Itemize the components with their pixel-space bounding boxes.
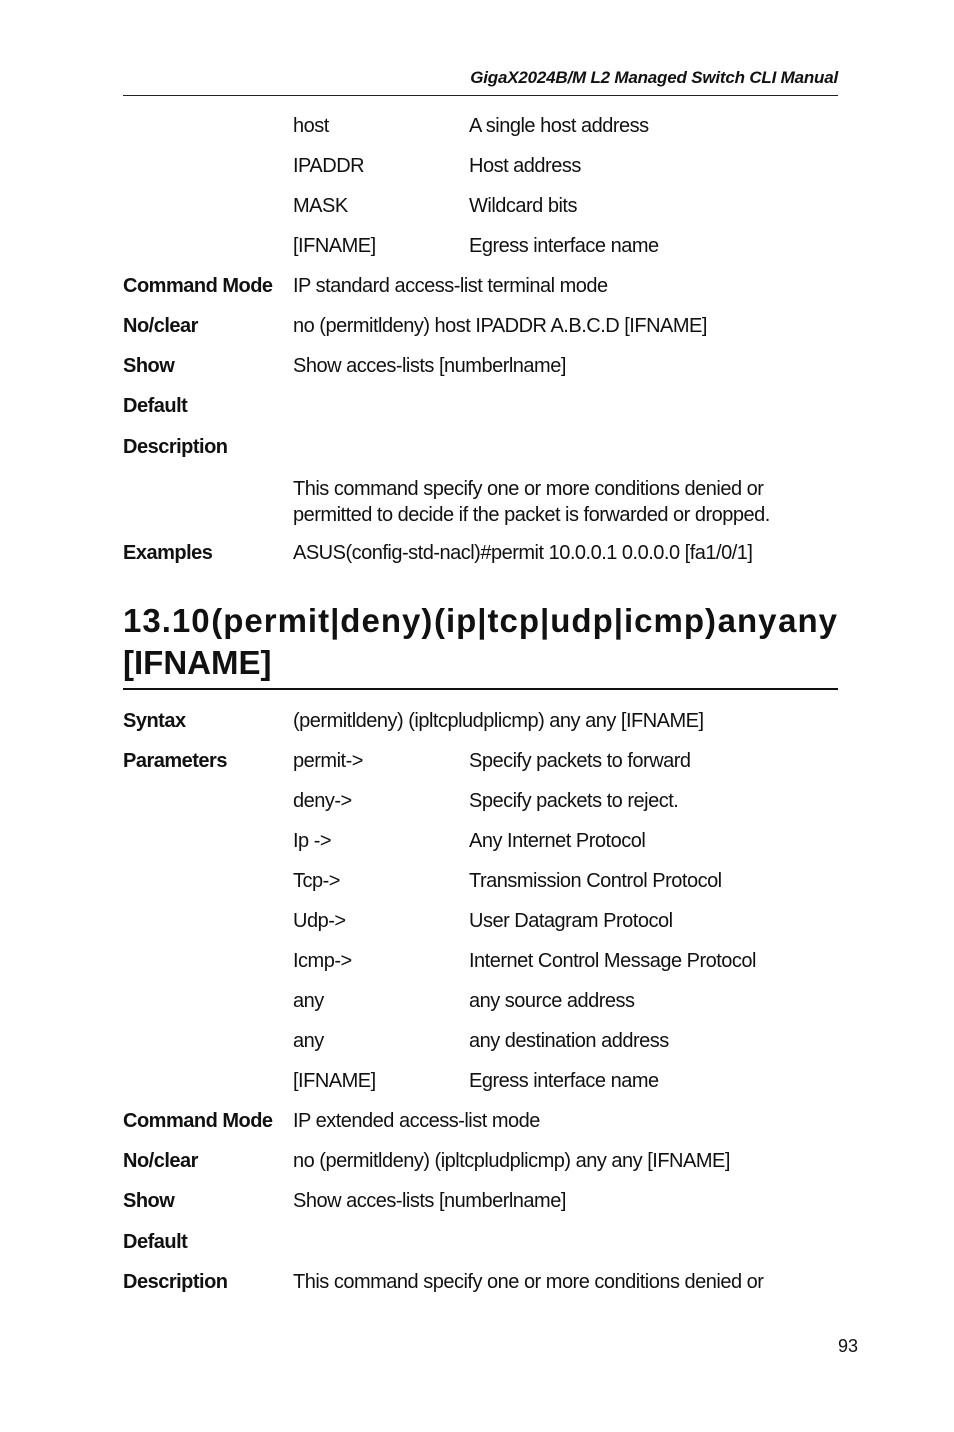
syntax-label: Syntax <box>123 710 186 732</box>
param-row <box>0 1030 954 1070</box>
param-row <box>0 790 954 830</box>
param-row <box>0 910 954 950</box>
param-row <box>0 830 954 870</box>
param-name: Ip -> <box>293 830 332 852</box>
param-desc: A single host address <box>469 115 649 137</box>
default-label: Default <box>123 395 188 417</box>
param-row <box>0 195 954 235</box>
param-desc: User Datagram Protocol <box>469 910 673 932</box>
command-mode-row <box>0 1110 954 1150</box>
show-label: Show <box>123 1190 175 1212</box>
heading-token: any <box>717 602 778 639</box>
description-line: This command specify one or more conditions denied or <box>293 478 764 500</box>
section-heading-line1 <box>123 600 838 642</box>
description-row <box>0 1271 954 1311</box>
param-name: deny-> <box>293 790 352 812</box>
examples-row <box>0 542 954 582</box>
command-mode-label: Command Mode <box>123 275 273 297</box>
heading-token: (ip|tcp|udp|icmp) <box>433 602 717 639</box>
description-row <box>0 436 954 476</box>
param-desc: Specify packets to reject. <box>469 790 679 812</box>
param-row <box>0 235 954 275</box>
syntax-row <box>0 710 954 750</box>
param-name: Udp-> <box>293 910 346 932</box>
description-line: permitted to decide if the packet is forwarded or dropped. <box>293 504 770 526</box>
default-row <box>0 1231 954 1271</box>
section-heading-line2: [IFNAME] <box>123 644 272 681</box>
param-name: Icmp-> <box>293 950 352 972</box>
noclear-value: no (permitldeny) (ipltcpludplicmp) any any [IFNAME] <box>293 1150 730 1172</box>
param-name: any <box>293 990 324 1012</box>
param-desc: Internet Control Message Protocol <box>469 950 756 972</box>
show-row <box>0 1190 954 1230</box>
heading-token: any <box>778 602 838 639</box>
param-row <box>0 115 954 155</box>
param-desc: Wildcard bits <box>469 195 577 217</box>
command-mode-value: IP extended access-list mode <box>293 1110 540 1132</box>
param-name: host <box>293 115 329 137</box>
description-label: Description <box>123 1271 228 1293</box>
parameters-label: Parameters <box>123 750 227 772</box>
show-value: Show acces-lists [numberlname] <box>293 355 566 377</box>
description-text <box>293 476 813 528</box>
param-row <box>0 950 954 990</box>
manual-title: GigaX2024B/M L2 Managed Switch CLI Manual <box>470 68 838 87</box>
noclear-label: No/clear <box>123 1150 198 1172</box>
param-name: [IFNAME] <box>293 1070 376 1092</box>
heading-token: 13.10 <box>123 602 211 639</box>
param-row <box>0 990 954 1030</box>
param-desc: any source address <box>469 990 635 1012</box>
param-row <box>0 750 954 790</box>
param-desc: Specify packets to forward <box>469 750 691 772</box>
examples-value: ASUS(config-std-nacl)#permit 10.0.0.1 0.0.0.0 [fa1/0/1] <box>293 542 753 564</box>
param-name: permit-> <box>293 750 363 772</box>
description-label: Description <box>123 436 228 458</box>
show-label: Show <box>123 355 175 377</box>
param-row <box>0 870 954 910</box>
param-name: MASK <box>293 195 348 217</box>
param-desc: Egress interface name <box>469 235 659 257</box>
command-mode-value: IP standard access-list terminal mode <box>293 275 608 297</box>
section-heading <box>123 600 838 690</box>
show-row <box>0 355 954 395</box>
heading-token: (permit|deny) <box>211 602 434 639</box>
param-desc: Host address <box>469 155 581 177</box>
default-row <box>0 395 954 435</box>
noclear-label: No/clear <box>123 315 198 337</box>
param-name: Tcp-> <box>293 870 340 892</box>
param-name: any <box>293 1030 324 1052</box>
param-name: [IFNAME] <box>293 235 376 257</box>
noclear-row <box>0 315 954 355</box>
param-desc: Egress interface name <box>469 1070 659 1092</box>
param-desc: any destination address <box>469 1030 669 1052</box>
default-label: Default <box>123 1231 188 1253</box>
noclear-row <box>0 1150 954 1190</box>
param-row <box>0 1070 954 1110</box>
noclear-value: no (permitldeny) host IPADDR A.B.C.D [IFNAME] <box>293 315 707 337</box>
param-desc: Transmission Control Protocol <box>469 870 722 892</box>
description-value: This command specify one or more conditions denied or <box>293 1271 764 1293</box>
command-mode-label: Command Mode <box>123 1110 273 1132</box>
param-desc: Any Internet Protocol <box>469 830 646 852</box>
show-value: Show acces-lists [numberlname] <box>293 1190 566 1212</box>
running-header <box>123 68 838 96</box>
page-number: 93 <box>838 1336 859 1356</box>
syntax-value: (permitldeny) (ipltcpludplicmp) any any [IFNAME] <box>293 710 704 732</box>
param-name: IPADDR <box>293 155 365 177</box>
param-row <box>0 155 954 195</box>
examples-label: Examples <box>123 542 213 564</box>
command-mode-row <box>0 275 954 315</box>
